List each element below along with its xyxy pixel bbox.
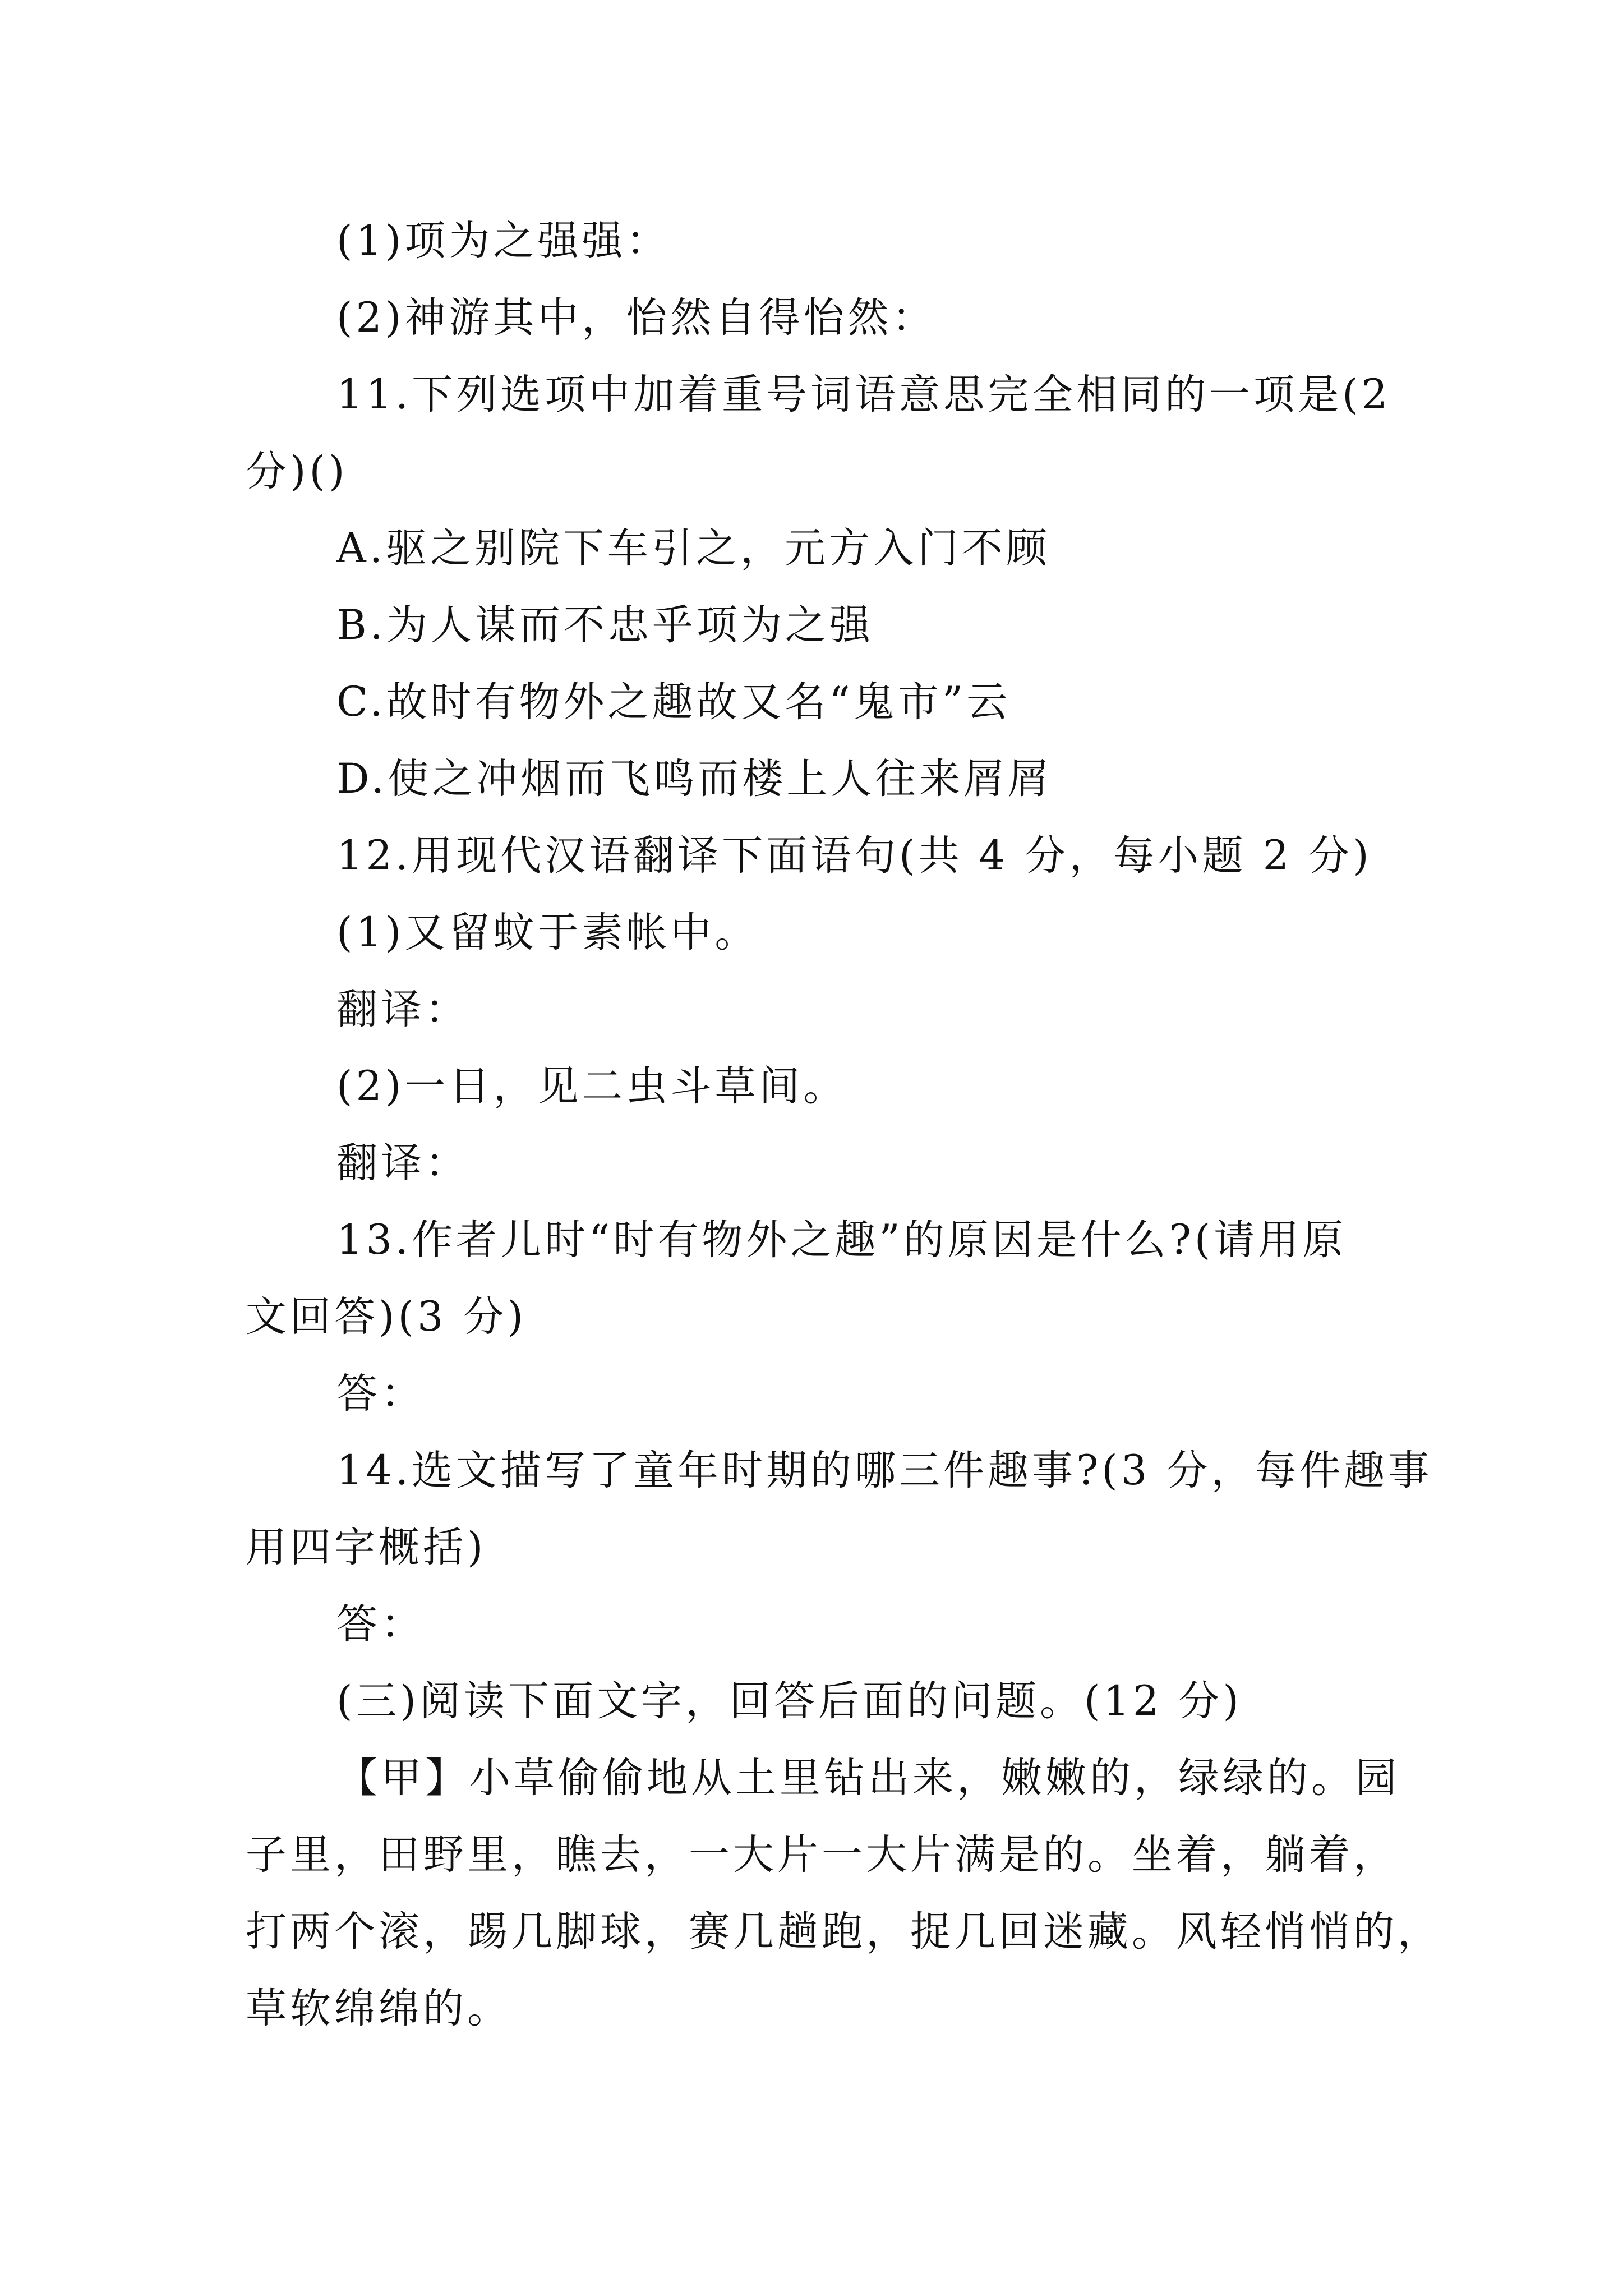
q11-stem-line2: 分)() [246, 448, 348, 495]
section-3-heading: (三)阅读下面文字，回答后面的问题。(12 分) [336, 1677, 1243, 1725]
q10-sub1-line: (1)项为之强强： [336, 217, 671, 265]
q12-sub2-answer-label: 翻译： [336, 1139, 469, 1187]
q11-option-a: A.驱之别院下车引之，元方入门不顾 [336, 524, 1050, 572]
q14-stem-line1: 14.选文描写了童年时期的哪三件趣事?(3 分，每件趣事 [336, 1447, 1433, 1494]
q12-sub1: (1)又留蚊于素帐中。 [336, 909, 759, 956]
q12-stem: 12.用现代汉语翻译下面语句(共 4 分，每小题 2 分) [336, 832, 1372, 880]
q12-sub2: (2)一日，见二虫斗草间。 [336, 1062, 848, 1110]
q11-stem-line1: 11.下列选项中加着重号词语意思完全相同的一项是(2 [336, 371, 1391, 418]
q14-answer-label: 答： [336, 1600, 425, 1648]
q14-stem-line2: 用四字概括) [246, 1524, 487, 1571]
q11-option-b: B.为人谋而不忠乎项为之强 [336, 601, 874, 649]
q11-option-d: D.使之冲烟而飞鸣而楼上人往来屑屑 [336, 755, 1053, 803]
passage-jia-line1: 【甲】小草偷偷地从土里钻出来，嫩嫩的，绿绿的。园 [336, 1754, 1400, 1802]
q13-stem-line2: 文回答)(3 分) [246, 1293, 527, 1341]
passage-jia-line4: 草软绵绵的。 [246, 1985, 511, 2032]
q12-sub1-answer-label: 翻译： [336, 986, 469, 1033]
passage-jia-line3: 打两个滚，踢几脚球，赛几趟跑，捉几回迷藏。风轻悄悄的， [246, 1908, 1442, 1955]
q11-option-c: C.故时有物外之趣故又名“鬼市”云 [336, 678, 1011, 726]
q13-stem-line1: 13.作者儿时“时有物外之趣”的原因是什么?(请用原 [336, 1216, 1347, 1264]
q13-answer-label: 答： [336, 1370, 425, 1418]
passage-jia-line2: 子里，田野里，瞧去，一大片一大片满是的。坐着，躺着， [246, 1831, 1398, 1879]
q10-sub2-line: (2)神游其中，怡然自得怡然： [336, 294, 937, 342]
